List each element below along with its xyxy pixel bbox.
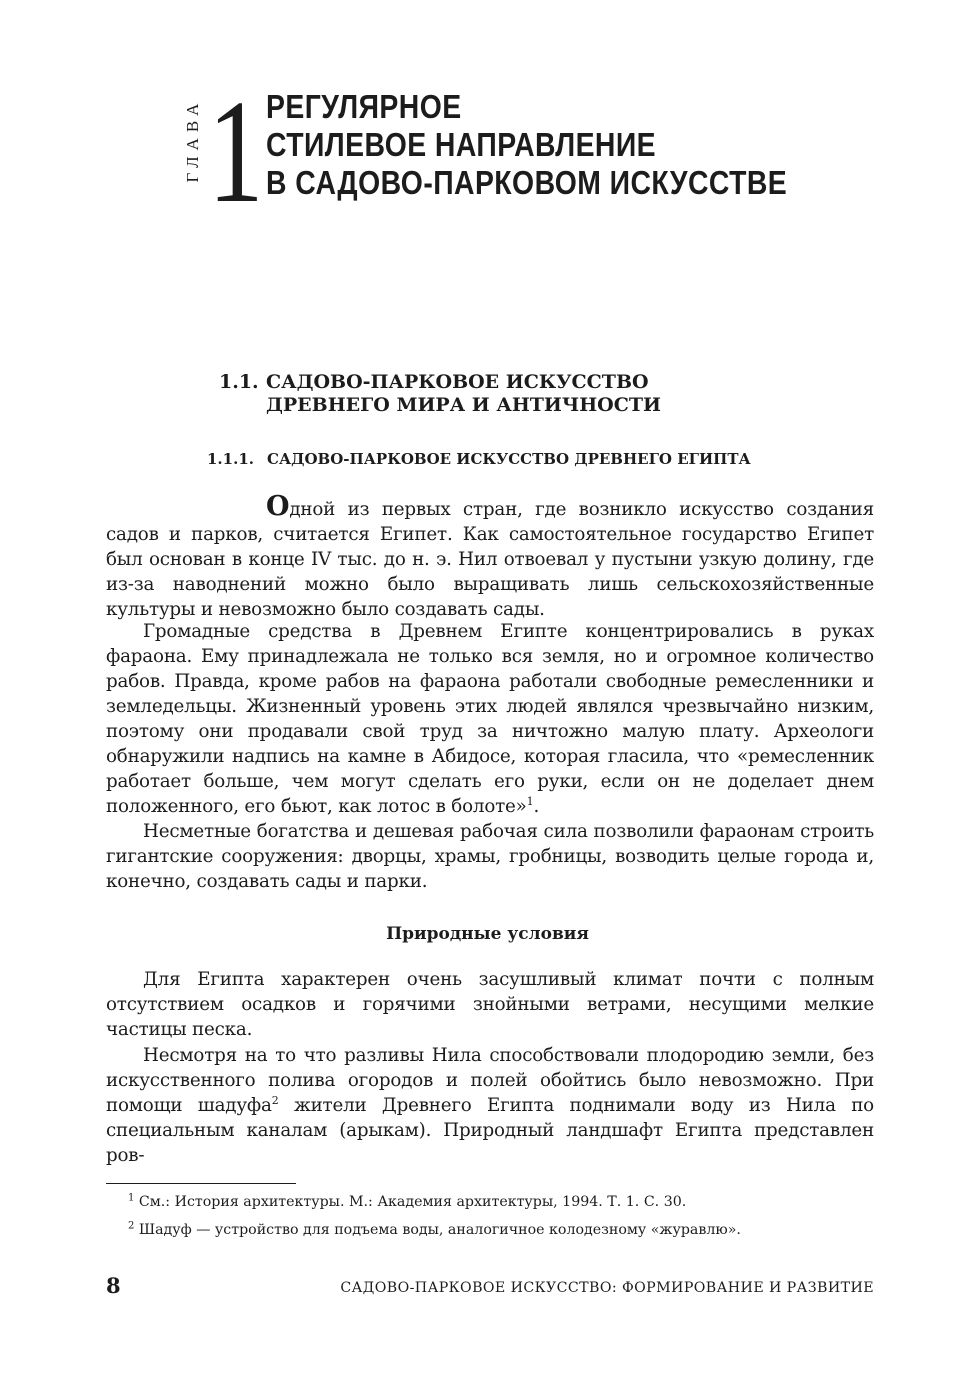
paragraph-6-text-b: жители Древнего Египта поднимали воду из Нила по специальным каналам (арыкам). Природный ландшафт Египта представлен ров-	[106, 1095, 874, 1166]
chapter-label-text: ГЛАВА	[183, 97, 202, 183]
footnote-2	[128, 1221, 741, 1239]
section-number: 1.1.	[219, 371, 259, 393]
drop-cap: О	[266, 491, 290, 522]
chapter-title-line: РЕГУЛЯРНОЕ	[266, 88, 462, 125]
chapter-label	[178, 92, 208, 188]
footnote-mark: 1	[128, 1192, 135, 1204]
footnote-divider	[106, 1183, 296, 1184]
paragraph-5-text: Для Египта характерен очень засушливый климат почти с полным отсутствием осадков и горячими знойными ветрами, несущими мелкие частицы песка.	[106, 969, 874, 1040]
chapter-title	[266, 88, 787, 202]
paragraph-1-text: дной из первых стран, где возникло искусство создания садов и парков, считается Египет. Как самостоятельное государство Египет был основан в конце IV тыс. до н. э. Нил отвоевал у пустыни узкую долину, где из-за наводнений можно было выращивать лишь сельскохозяйственные культуры и невозможно было создавать сады.	[106, 499, 874, 620]
section-title-line: ДРЕВНЕГО МИРА И АНТИЧНОСТИ	[266, 394, 661, 416]
footnote-text: См.: История архитектуры. М.: Академия архитектуры, 1994. Т. 1. С. 30.	[138, 1194, 687, 1210]
paragraph-5	[106, 967, 874, 1042]
footnote-text: Шадуф — устройство для подъема воды, аналогичное колодезному «журавлю».	[138, 1222, 741, 1238]
page-number: 8	[106, 1273, 121, 1298]
footnote-1	[128, 1193, 686, 1211]
paragraph-6-text-a: Несмотря на то что разливы Нила способствовали плодородию земли, без искусственного полива огородов и полей обойтись было невозможно. При помощи шадуфа	[106, 1045, 874, 1116]
paragraph-6	[106, 1043, 874, 1168]
chapter-title-line: СТИЛЕВОЕ НАПРАВЛЕНИЕ	[266, 126, 657, 163]
paragraph-3	[106, 819, 874, 894]
section-title-line: САДОВО-ПАРКОВОЕ ИСКУССТВО	[266, 371, 649, 393]
section-title	[266, 371, 661, 417]
subheading-natural-conditions: Природные условия	[386, 924, 589, 944]
chapter-number: 1	[208, 70, 264, 234]
footnote-mark: 2	[128, 1220, 135, 1232]
chapter-title-line: В САДОВО-ПАРКОВОМ ИСКУССТВЕ	[266, 164, 788, 201]
paragraph-3-text: Несметные богатства и дешевая рабочая сила позволили фараонам строить гигантские сооружения: дворцы, храмы, гробницы, возводить целые города и, конечно, создавать сады и парки.	[106, 821, 874, 892]
running-title: САДОВО-ПАРКОВОЕ ИСКУССТВО: ФОРМИРОВАНИЕ И РАЗВИТИЕ	[340, 1280, 874, 1296]
paragraph-2-text: Громадные средства в Древнем Египте концентрировались в руках фараона. Ему принадлежала не только вся земля, но и огромное количество рабов. Правда, кроме рабов на фараона работали свободные ремесленники и земледельцы. Жизненный уровень этих людей являлся чрезвычайно низким, поэтому они продавали свой труд за ничтожно малую плату. Археологи обнаружили надпись на камне в Абидосе, которая гласила, что «ремесленник работает больше, чем могут сделать его руки, если он не доделает днем положенного, его бьют, как лотос в болоте»	[106, 621, 874, 817]
paragraph-2: Громадные средства в Древнем Египте концентрировались в руках фараона. Ему принадлежала не только вся земля, но и огромное количество рабов. Правда, кроме рабов на фараона работали свободные ремесленники и земледельцы. Жизненный уровень этих людей являлся чрезвычайно низким, поэтому они продавали свой труд за ничтожно малую плату. Археологи обнаружили надпись на камне в Абидосе, которая гласила, что «ремесленник работает больше, чем могут сделать его руки, если он не доделает днем положенного, его бьют, как лотос в болоте»$^1$.	[106, 621, 874, 817]
subsection-number: 1.1.1.	[207, 450, 254, 468]
footnote-ref-1: 1	[526, 794, 534, 808]
footnote-ref-2: 2	[271, 1093, 279, 1107]
subsection-title: САДОВО-ПАРКОВОЕ ИСКУССТВО ДРЕВНЕГО ЕГИПТА	[267, 450, 751, 468]
paragraph-1	[106, 493, 874, 622]
